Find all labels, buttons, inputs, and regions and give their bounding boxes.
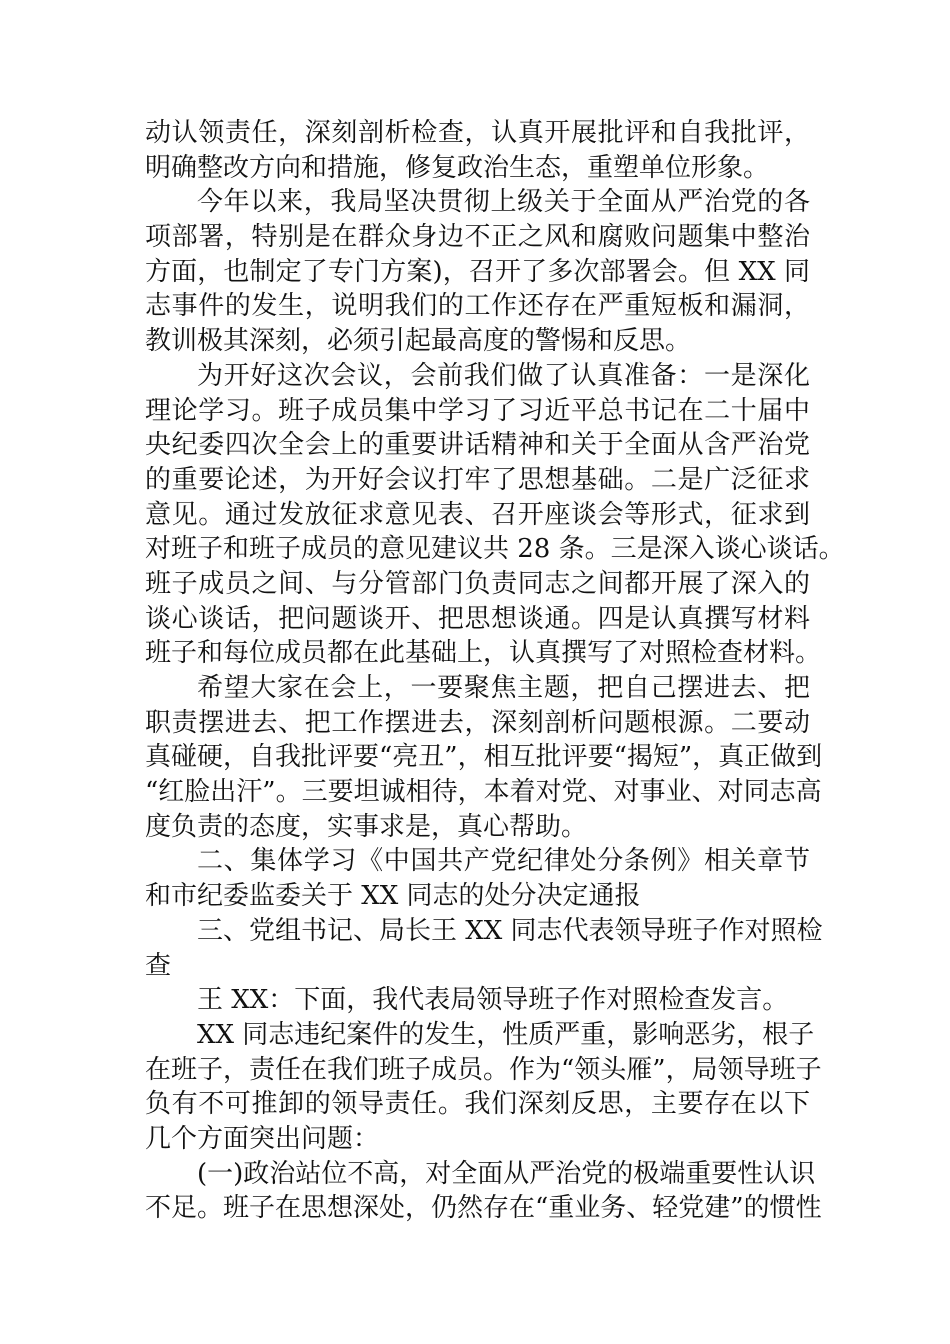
- text-line: 明确整改方向和措施，修复政治生态，重塑单位形象。: [145, 152, 770, 183]
- text-line: (一)政治站位不高，对全面从严治党的极端重要性认识: [197, 1158, 816, 1189]
- text-line: 在班子，责任在我们班子成员。作为“领头雁”，局领导班子: [145, 1054, 822, 1085]
- text-line: 的重要论述，为开好会议打牢了思想基础。二是广泛征求: [145, 464, 810, 495]
- text-line: 对班子和班子成员的意见建议共 28 条。三是深入谈心谈话。: [145, 534, 845, 565]
- text-line: 今年以来，我局坚决贯彻上级关于全面从严治党的各: [197, 187, 810, 218]
- text-line: “红脸出汗”。三要坦诚相待，本着对党、对事业、对同志高: [145, 777, 822, 808]
- text-line: 意见。通过发放征求意见表、召开座谈会等形式，征求到: [145, 499, 810, 530]
- text-line: 王 XX：下面，我代表局领导班子作对照检查发言。: [197, 985, 789, 1016]
- text-line: 度负责的态度，实事求是，真心帮助。: [145, 811, 588, 842]
- text-line: 真碰硬，自我批评要“亮丑”，相互批评要“揭短”，真正做到: [145, 742, 823, 773]
- text-line: 动认领责任，深刻剖析检查，认真开展批评和自我批评，: [145, 118, 810, 148]
- text-line: 项部署，特别是在群众身边不正之风和腐败问题集中整治: [145, 222, 810, 253]
- text-line: 希望大家在会上，一要聚焦主题，把自己摆进去、把: [197, 673, 810, 703]
- text-line: 谈心谈话，把问题谈开、把思想谈通。四是认真撰写材料: [145, 603, 810, 634]
- text-line: 央纪委四次全会上的重要讲话精神和关于全面从含严治党: [145, 430, 810, 461]
- text-line: 职责摆进去、把工作摆进去，深刻剖析问题根源。二要动: [145, 707, 810, 738]
- text-line: 志事件的发生，说明我们的工作还存在严重短板和漏洞，: [145, 291, 810, 322]
- text-line: 方面，也制定了专门方案)，召开了多次部署会。但 XX 同: [145, 256, 810, 287]
- text-line: 和市纪委监委关于 XX 同志的处分决定通报: [145, 881, 641, 912]
- document-body: [145, 116, 845, 1226]
- text-line: 班子和每位成员都在此基础上，认真撰写了对照检查材料。: [145, 638, 822, 669]
- text-line: 理论学习。班子成员集中学习了习近平总书记在二十届中: [145, 395, 810, 426]
- text-line: 教训极其深刻，必须引起最高度的警惕和反思。: [145, 326, 692, 357]
- text-line: 查: [145, 950, 172, 981]
- text-line: 班子成员之间、与分管部门负责同志之间都开展了深入的: [145, 568, 810, 599]
- text-line: 为开好这次会议，会前我们做了认真准备：一是深化: [197, 360, 810, 391]
- text-line: 三、党组书记、局长王 XX 同志代表领导班子作对照检: [197, 915, 823, 946]
- text-line: 几个方面突出问题：: [145, 1123, 380, 1154]
- text-line: 负有不可推卸的领导责任。我们深刻反思，主要存在以下: [145, 1089, 810, 1120]
- text-line: XX 同志违纪案件的发生，性质严重，影响恶劣，根子: [197, 1019, 815, 1050]
- text-line: 二、集体学习《中国共产党纪律处分条例》相关章节: [197, 846, 810, 877]
- text-line: 不足。班子在思想深处，仍然存在“重业务、轻党建”的惯性: [145, 1193, 822, 1224]
